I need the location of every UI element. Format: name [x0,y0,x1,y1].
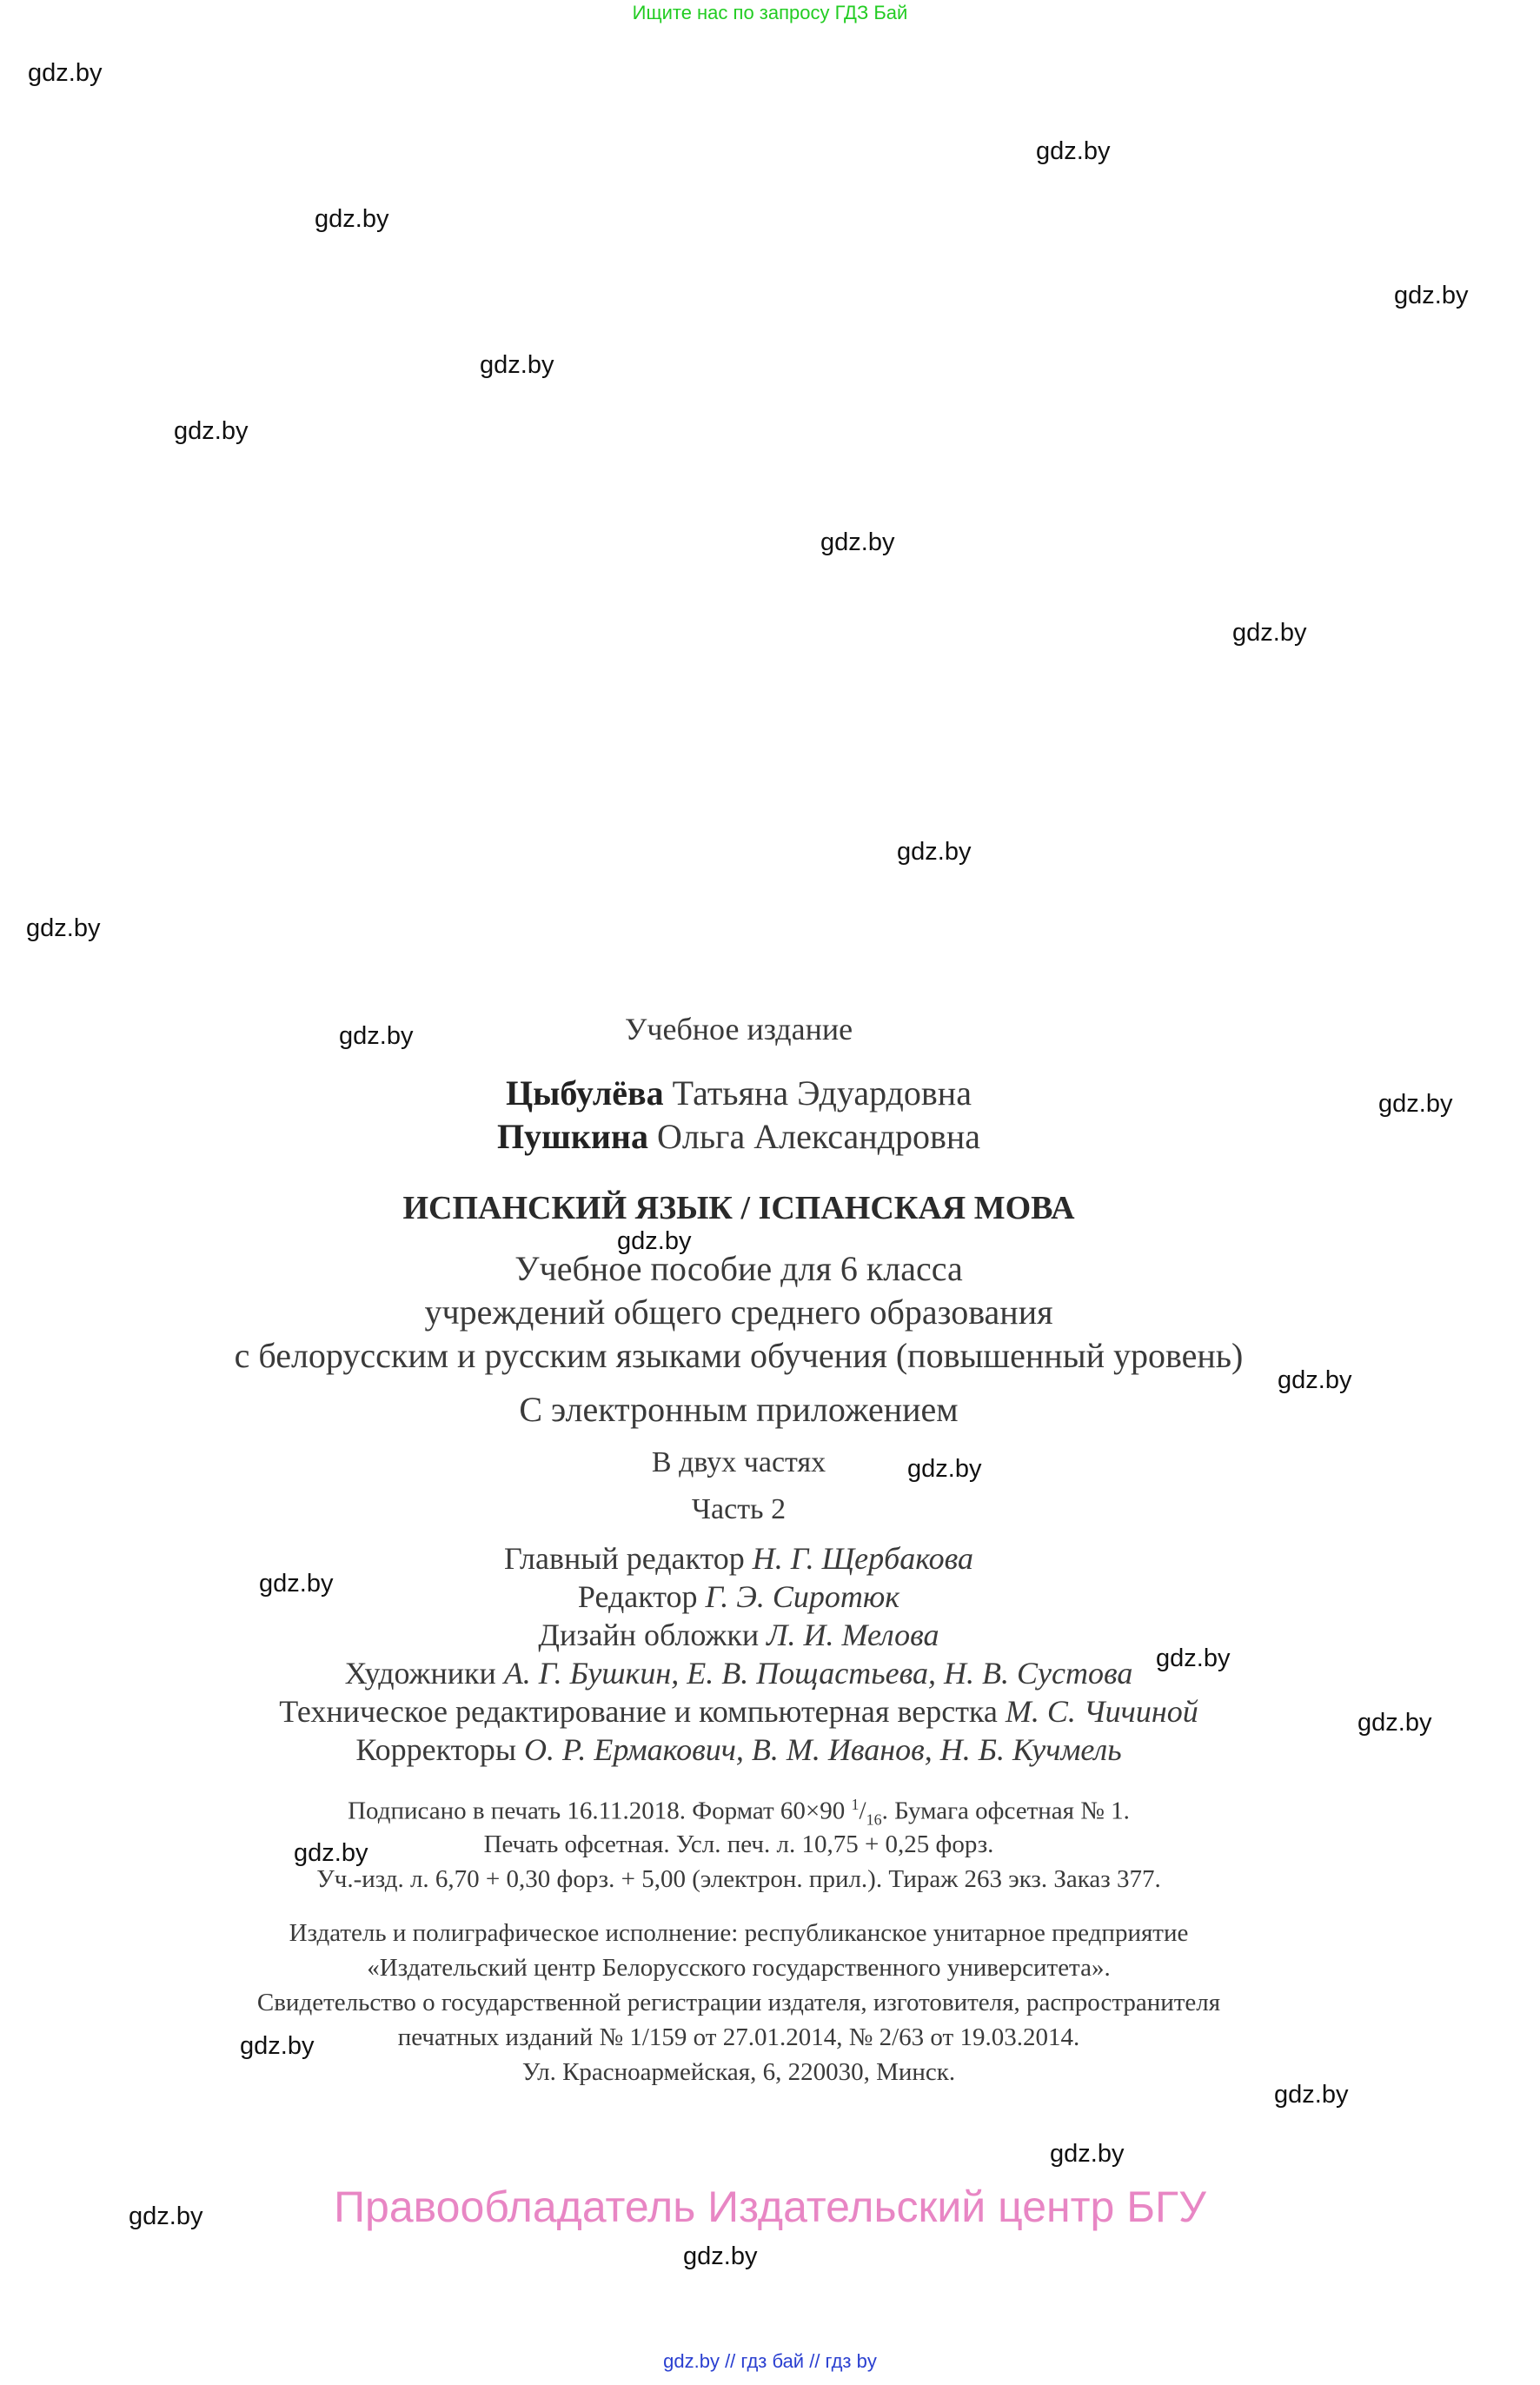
staff-line [0,1617,1477,1653]
publisher-line: печатных изданий № 1/159 от 27.01.2014, № 2/63 от 19.03.2014. [397,2023,1080,2051]
watermark: gdz.by [339,1022,414,1050]
author-surname: Пушкина [496,1117,648,1156]
staff-line [0,1655,1477,1691]
print-info-text: Подписано в печать 16.11.2018. Формат 60×90 [348,1797,852,1825]
staff-line [0,1578,1477,1615]
subtitle-line: с белорусским и русским языками обучения (повышенный уровень) [234,1336,1244,1375]
watermark: gdz.by [1394,282,1469,309]
watermark: gdz.by [1378,1090,1453,1118]
publisher-line: «Издательский центр Белорусского государственного университета». [367,1954,1111,1982]
watermark: gdz.by [1156,1644,1231,1672]
watermark: gdz.by [897,838,972,866]
parts-count: В двух частях [651,1446,826,1478]
watermark: gdz.by [1232,619,1307,647]
rights-holder-notice: Правообладатель Издательский центр БГУ [334,2182,1206,2231]
print-info-line: Подписано в печать 16.11.2018. Формат 60×90 $^1/_{16}$. Бумага офсетная № 1. [348,1796,1130,1829]
staff-names: М. С. Чичиной [1005,1694,1198,1729]
edition-type: Учебное издание [624,1012,853,1046]
staff-line [0,1693,1477,1730]
format-fraction-numerator: 1 [851,1796,860,1813]
watermark: gdz.by [28,59,103,87]
watermark: gdz.by [26,914,101,942]
staff-names: О. Р. Ермакович, В. М. Иванов, Н. Б. Кучмель [524,1732,1122,1767]
subtitle-line: Учебное пособие для 6 класса [514,1249,963,1288]
watermark: gdz.by [129,2202,203,2230]
watermark: gdz.by [907,1455,982,1483]
staff-role: Художники [344,1656,496,1691]
author-line [0,1073,1477,1113]
watermark: gdz.by [480,351,554,379]
staff-role: Редактор [577,1579,698,1614]
staff-role: Главный редактор [503,1541,745,1576]
watermark: gdz.by [1357,1709,1432,1737]
staff-line [0,1731,1477,1768]
format-fraction-denominator: 16 [866,1810,882,1829]
part-number: Часть 2 [691,1493,787,1525]
subtitle-line: учреждений общего среднего образования [424,1292,1053,1332]
publisher-line: Свидетельство о государственной регистрации издателя, изготовителя, распространителя [256,1989,1221,2016]
watermark: gdz.by [259,1570,334,1598]
staff-names: Л. И. Мелова [767,1618,939,1652]
staff-role: Техническое редактирование и компьютерная верстка [279,1694,998,1729]
print-info-line: Печать офсетная. Усл. печ. л. 10,75 + 0,25 форз. [483,1830,994,1858]
print-info-line: Уч.-изд. л. 6,70 + 0,30 форз. + 5,00 (электрон. прил.). Тираж 263 экз. Заказ 377. [316,1865,1161,1893]
watermark: gdz.by [1278,1366,1352,1394]
watermark: gdz.by [820,528,895,556]
author-name: Ольга Александровна [656,1117,981,1156]
search-banner: Ищите нас по запросу ГДЗ Бай [632,2,908,23]
print-info-text: . Бумага офсетная № 1. [881,1797,1130,1825]
watermark: gdz.by [1050,2140,1125,2168]
footer-links[interactable]: gdz.by // гдз бай // гдз by [663,2350,877,2372]
staff-line [0,1540,1477,1577]
author-line [0,1116,1477,1157]
watermark: gdz.by [683,2242,758,2270]
subtitle-line: С электронным приложением [519,1390,959,1429]
watermark: gdz.by [617,1227,692,1255]
staff-names: А. Г. Бушкин, Е. В. Пощастьева, Н. В. Сустова [503,1656,1133,1691]
publisher-line: Издатель и полиграфическое исполнение: республиканское унитарное предприятие [289,1919,1189,1947]
staff-role: Корректоры [355,1732,517,1767]
watermark: gdz.by [294,1839,368,1867]
watermark: gdz.by [315,205,389,233]
publisher-line: Ул. Красноармейская, 6, 220030, Минск. [521,2058,956,2086]
watermark: gdz.by [240,2032,315,2060]
book-title: ИСПАНСКИЙ ЯЗЫК / ІСПАНСКАЯ МОВА [402,1190,1075,1226]
staff-names: Н. Г. Щербакова [752,1541,974,1576]
staff-role: Дизайн обложки [538,1618,760,1652]
watermark: gdz.by [1274,2081,1349,2109]
staff-names: Г. Э. Сиротюк [705,1579,900,1614]
watermark: gdz.by [174,417,249,445]
watermark: gdz.by [1036,137,1111,165]
author-surname: Цыбулёва [506,1073,664,1113]
author-name: Татьяна Эдуардовна [672,1073,972,1113]
